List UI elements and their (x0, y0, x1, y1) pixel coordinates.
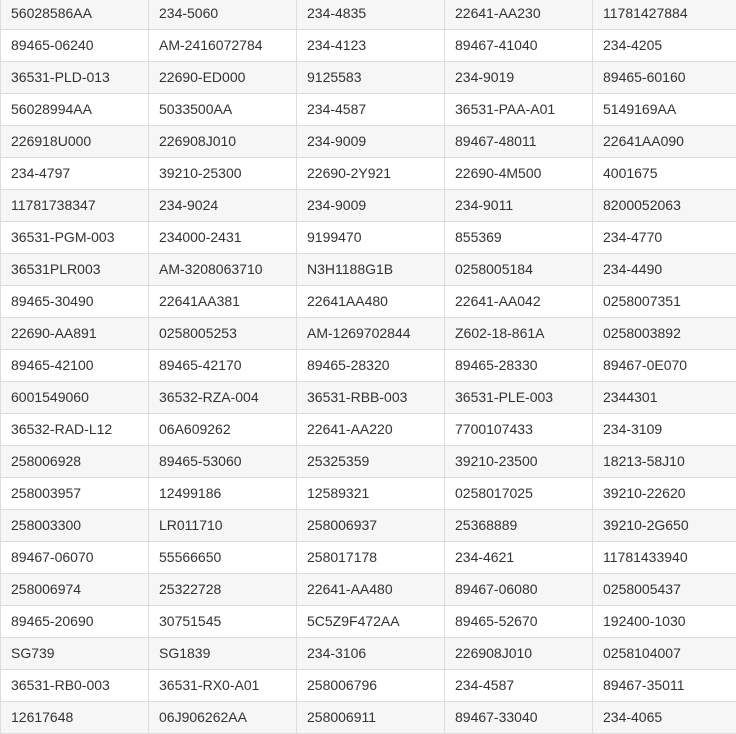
table-cell: 6001549060 (1, 382, 149, 414)
table-cell: 234-4490 (593, 254, 736, 286)
table-cell: 234-4065 (593, 702, 736, 734)
table-cell: 89467-41040 (445, 30, 593, 62)
table-cell: 22690-AA891 (1, 318, 149, 350)
table-row (1, 478, 736, 510)
table-cell: 56028994AA (1, 94, 149, 126)
table-cell: 4001675 (593, 158, 736, 190)
table-cell: 22641AA090 (593, 126, 736, 158)
table-row (1, 510, 736, 542)
table-row (1, 62, 736, 94)
table-row (1, 414, 736, 446)
table-cell: 36531-RBB-003 (297, 382, 445, 414)
table-cell: SG739 (1, 638, 149, 670)
table-cell: 258017178 (297, 542, 445, 574)
table-cell: 5C5Z9F472AA (297, 606, 445, 638)
table-row (1, 222, 736, 254)
table-cell: 226918U000 (1, 126, 149, 158)
table-cell: 5033500AA (149, 94, 297, 126)
table-cell: 36532-RZA-004 (149, 382, 297, 414)
table-cell: 06J906262AA (149, 702, 297, 734)
table-row (1, 190, 736, 222)
table-cell: 55566650 (149, 542, 297, 574)
table-cell: 36531-PAA-A01 (445, 94, 593, 126)
table-cell: 11781433940 (593, 542, 736, 574)
table-cell: 25325359 (297, 446, 445, 478)
table-cell: 234-4770 (593, 222, 736, 254)
table-cell: 89465-52670 (445, 606, 593, 638)
table-cell: 25368889 (445, 510, 593, 542)
table-cell: 234-4587 (445, 670, 593, 702)
table-cell: 89467-0E070 (593, 350, 736, 382)
table-row (1, 94, 736, 126)
table-cell: 22690-4M500 (445, 158, 593, 190)
table-cell: AM-1269702844 (297, 318, 445, 350)
table-cell: 11781738347 (1, 190, 149, 222)
table-cell: 234-4835 (297, 0, 445, 30)
table-cell: 89465-53060 (149, 446, 297, 478)
table-cell: 25322728 (149, 574, 297, 606)
table-cell: 226908J010 (149, 126, 297, 158)
table-cell: 89465-28330 (445, 350, 593, 382)
table-cell: 89465-20690 (1, 606, 149, 638)
table-cell: 12617648 (1, 702, 149, 734)
table-cell: 234-4587 (297, 94, 445, 126)
table-cell: LR011710 (149, 510, 297, 542)
table-cell: 36531-RB0-003 (1, 670, 149, 702)
table-row (1, 382, 736, 414)
table-cell: 12499186 (149, 478, 297, 510)
table-cell: 0258005184 (445, 254, 593, 286)
table-cell: 56028586AA (1, 0, 149, 30)
table-cell: 22641AA480 (297, 286, 445, 318)
table-cell: 89465-42100 (1, 350, 149, 382)
table-cell: 22690-ED000 (149, 62, 297, 94)
table-row (1, 126, 736, 158)
table-cell: 36532-RAD-L12 (1, 414, 149, 446)
table-row (1, 670, 736, 702)
table-cell: 234-9011 (445, 190, 593, 222)
table-cell: 36531-PLE-003 (445, 382, 593, 414)
table-row (1, 638, 736, 670)
table-cell: 234-9009 (297, 126, 445, 158)
table-cell: 36531-RX0-A01 (149, 670, 297, 702)
table-row (1, 30, 736, 62)
table-cell: 0258003892 (593, 318, 736, 350)
table-cell: 234-4797 (1, 158, 149, 190)
table-cell: 234-9019 (445, 62, 593, 94)
table-cell: 234-4205 (593, 30, 736, 62)
table-cell: 234-9024 (149, 190, 297, 222)
table-row (1, 350, 736, 382)
table-cell: 89465-60160 (593, 62, 736, 94)
table-cell: 855369 (445, 222, 593, 254)
table-cell: 5149169AA (593, 94, 736, 126)
table-cell: 234-4621 (445, 542, 593, 574)
table-cell: Z602-18-861A (445, 318, 593, 350)
table-cell: 89465-30490 (1, 286, 149, 318)
table-cell: 36531PLR003 (1, 254, 149, 286)
table-cell: 0258007351 (593, 286, 736, 318)
table-row (1, 158, 736, 190)
table-cell: 06A609262 (149, 414, 297, 446)
table-cell: 8200052063 (593, 190, 736, 222)
table-cell: 22690-2Y921 (297, 158, 445, 190)
table-cell: 258003957 (1, 478, 149, 510)
table-cell: 234-9009 (297, 190, 445, 222)
table-cell: SG1839 (149, 638, 297, 670)
table-row (1, 254, 736, 286)
table-cell: 39210-25300 (149, 158, 297, 190)
table-cell: 258006911 (297, 702, 445, 734)
table-cell: 39210-23500 (445, 446, 593, 478)
table-row (1, 446, 736, 478)
table-cell: 234-4123 (297, 30, 445, 62)
table-cell: 0258005437 (593, 574, 736, 606)
table-cell: 9199470 (297, 222, 445, 254)
table-cell: 2344301 (593, 382, 736, 414)
table-row (1, 606, 736, 638)
table-body (1, 0, 736, 734)
table-cell: 22641-AA230 (445, 0, 593, 30)
table-cell: 234-3106 (297, 638, 445, 670)
table-cell: 7700107433 (445, 414, 593, 446)
table-cell: 89465-28320 (297, 350, 445, 382)
table-cell: 89465-42170 (149, 350, 297, 382)
table-cell: 234-3109 (593, 414, 736, 446)
table-row (1, 542, 736, 574)
table-cell: 0258104007 (593, 638, 736, 670)
table-row (1, 702, 736, 734)
table-cell: 22641-AA480 (297, 574, 445, 606)
table-cell: AM-2416072784 (149, 30, 297, 62)
table-cell: 89467-06070 (1, 542, 149, 574)
table-row (1, 318, 736, 350)
table-cell: 22641-AA220 (297, 414, 445, 446)
table-cell: 89467-06080 (445, 574, 593, 606)
table-cell: 234000-2431 (149, 222, 297, 254)
table-cell: 258006974 (1, 574, 149, 606)
table-cell: 39210-2G650 (593, 510, 736, 542)
table-cell: 226908J010 (445, 638, 593, 670)
table-cell: 0258017025 (445, 478, 593, 510)
table-row (1, 286, 736, 318)
table-cell: 36531-PLD-013 (1, 62, 149, 94)
table-cell: 22641-AA042 (445, 286, 593, 318)
table-row (1, 574, 736, 606)
table-cell: 36531-PGM-003 (1, 222, 149, 254)
table-row (1, 0, 736, 30)
table-cell: N3H1188G1B (297, 254, 445, 286)
table-cell: 11781427884 (593, 0, 736, 30)
table-cell: 192400-1030 (593, 606, 736, 638)
table-cell: AM-3208063710 (149, 254, 297, 286)
table-cell: 258006937 (297, 510, 445, 542)
table-cell: 30751545 (149, 606, 297, 638)
table-cell: 22641AA381 (149, 286, 297, 318)
table-cell: 12589321 (297, 478, 445, 510)
table-cell: 18213-58J10 (593, 446, 736, 478)
table-cell: 39210-22620 (593, 478, 736, 510)
table-cell: 234-5060 (149, 0, 297, 30)
table-cell: 258006928 (1, 446, 149, 478)
table-cell: 89467-33040 (445, 702, 593, 734)
table-cell: 89467-48011 (445, 126, 593, 158)
table-cell: 89467-35011 (593, 670, 736, 702)
table-cell: 0258005253 (149, 318, 297, 350)
table-cell: 258006796 (297, 670, 445, 702)
table-cell: 9125583 (297, 62, 445, 94)
table-cell: 89465-06240 (1, 30, 149, 62)
table-cell: 258003300 (1, 510, 149, 542)
